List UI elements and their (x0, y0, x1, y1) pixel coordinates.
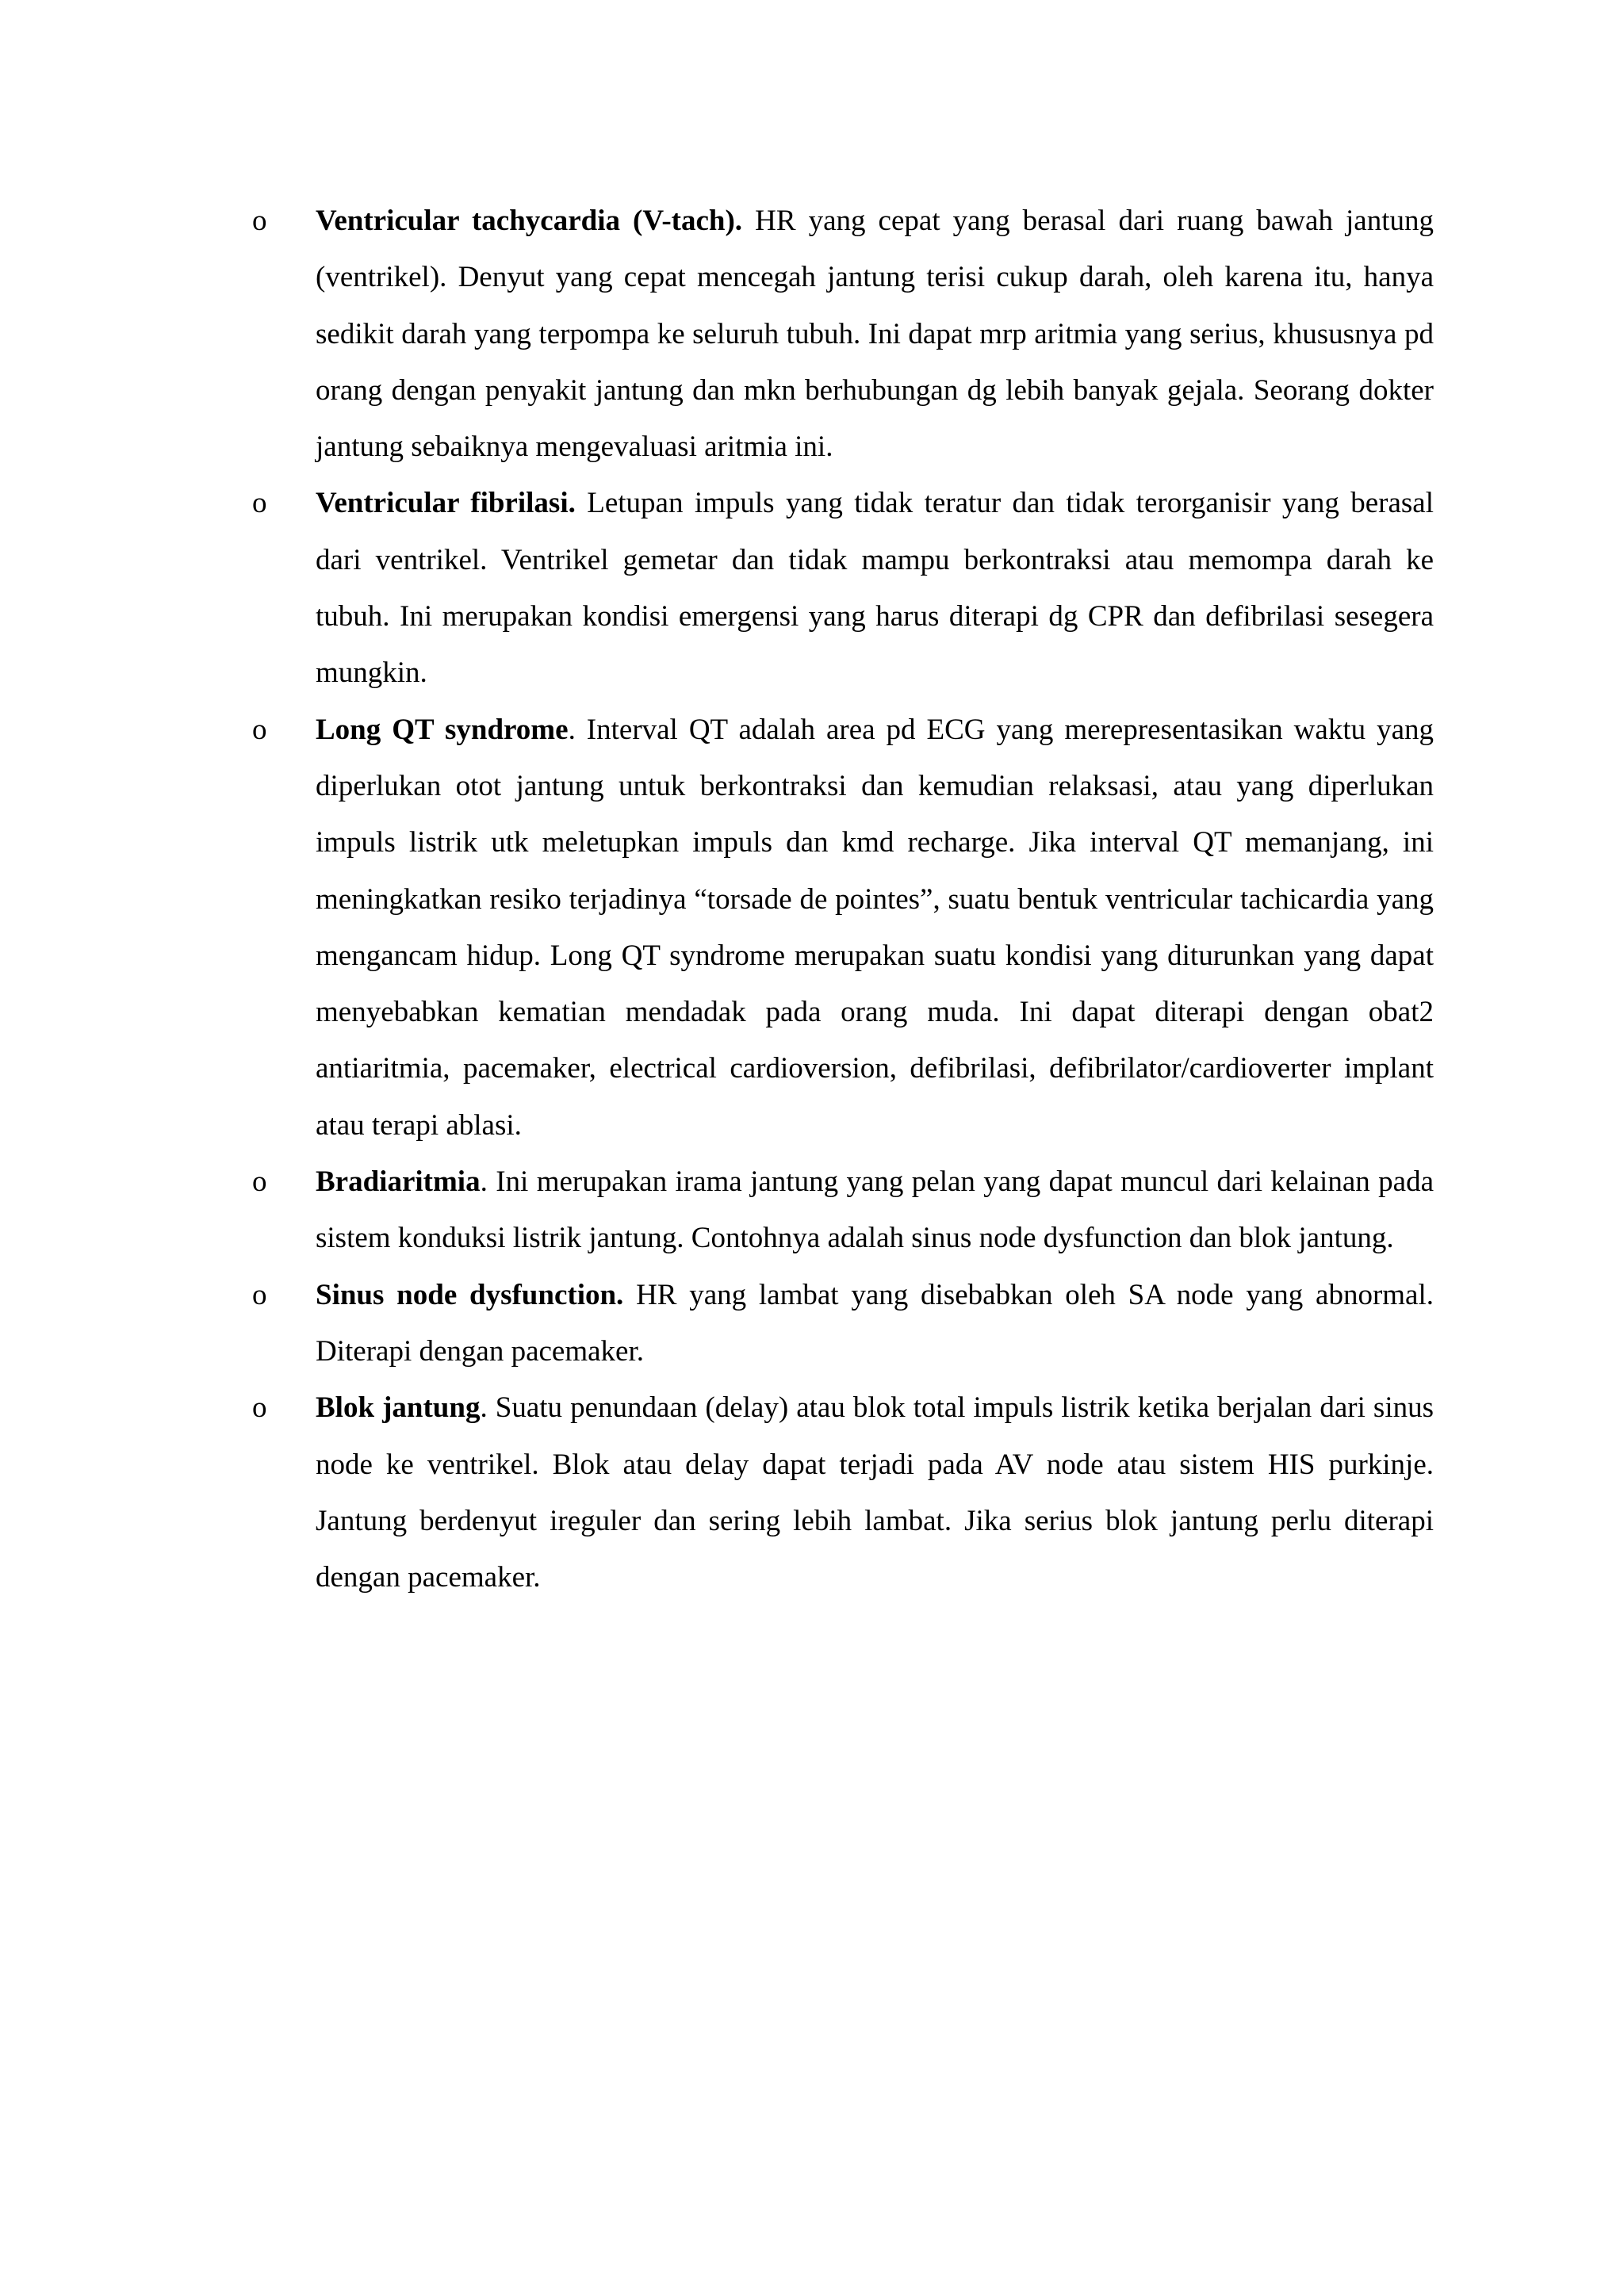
bullet-list (252, 193, 1434, 1605)
list-item-ventricular-tachycardia (252, 193, 1434, 475)
list-item-long-qt-syndrome (252, 702, 1434, 1154)
list-item-bradiaritmia (252, 1154, 1434, 1267)
bullet-marker: o (252, 1278, 267, 1311)
bullet-marker: o (252, 713, 267, 746)
list-item-sinus-node-dysfunction (252, 1267, 1434, 1380)
item-term: Sinus node dysfunction. (316, 1278, 624, 1311)
item-term: Long QT syndrome (316, 713, 569, 746)
list-item-ventricular-fibrilasi (252, 475, 1434, 701)
item-text: HR yang lambat yang disebabkan oleh SA node yang abnormal. Diterapi dengan pacemaker. (316, 1278, 1434, 1368)
bullet-marker: o (252, 205, 267, 237)
item-text: . Ini merupakan irama jantung yang pelan yang dapat muncul dari kelainan pada sistem konduksi listrik jantung. Contohnya adalah sinus node dysfunction dan blok jantung. (316, 1165, 1434, 1255)
item-text: HR yang cepat yang berasal dari ruang bawah jantung (ventrikel). Denyut yang cepat mencegah jantung terisi cukup darah, oleh karena itu, hanya sedikit darah yang terpompa ke seluruh tubuh. Ini dapat mrp aritmia yang serius, khususnya pd orang dengan penyakit jantung dan mkn berhubungan dg lebih banyak gejala. Seorang dokter jantung sebaiknya mengevaluasi aritmia ini. (316, 205, 1434, 464)
item-text: . Interval QT adalah area pd ECG yang merepresentasikan waktu yang diperlukan otot jantung untuk berkontraksi dan kemudian relaksasi, atau yang diperlukan impuls listrik utk meletupkan impuls dan kmd recharge. Jika interval QT memanjang, ini meningkatkan resiko terjadinya “torsade de pointes”, suatu bentuk ventricular tachicardia yang mengancam hidup. Long QT syndrome merupakan suatu kondisi yang diturunkan yang dapat menyebabkan kematian mendadak pada orang muda. Ini dapat diterapi dengan obat2 antiaritmia, pacemaker, electrical cardioversion, defibrilasi, defibrilator/cardioverter implant atau terapi ablasi. (316, 713, 1434, 1142)
bullet-marker: o (252, 1391, 267, 1425)
item-paragraph (316, 702, 1434, 1154)
item-text: Letupan impuls yang tidak teratur dan tidak terorganisir yang berasal dari ventrikel. Ventrikel gemetar dan tidak mampu berkontraksi atau memompa darah ke tubuh. Ini merupakan kondisi emergensi yang harus diterapi dg CPR dan defibrilasi sesegera mungkin. (316, 487, 1434, 690)
list-item-blok-jantung (252, 1380, 1434, 1605)
item-text: . Suatu penundaan (delay) atau blok total impuls listrik ketika berjalan dari sinus node ke ventrikel. Blok atau delay dapat terjadi pada AV node atau sistem HIS purkinje. Jantung berdenyut ireguler dan sering lebih lambat. Jika serius blok jantung perlu diterapi dengan pacemaker. (316, 1391, 1434, 1594)
item-term: Ventricular fibrilasi. (316, 487, 576, 520)
bullet-marker: o (252, 487, 267, 520)
item-paragraph (316, 475, 1434, 701)
item-paragraph (316, 193, 1434, 475)
item-term: Blok jantung (316, 1391, 481, 1425)
item-term: Ventricular tachycardia (V-tach). (316, 205, 743, 237)
bullet-marker: o (252, 1165, 267, 1199)
item-paragraph (316, 1380, 1434, 1605)
item-term: Bradiaritmia (316, 1165, 481, 1199)
item-paragraph (316, 1267, 1434, 1380)
item-paragraph (316, 1154, 1434, 1267)
